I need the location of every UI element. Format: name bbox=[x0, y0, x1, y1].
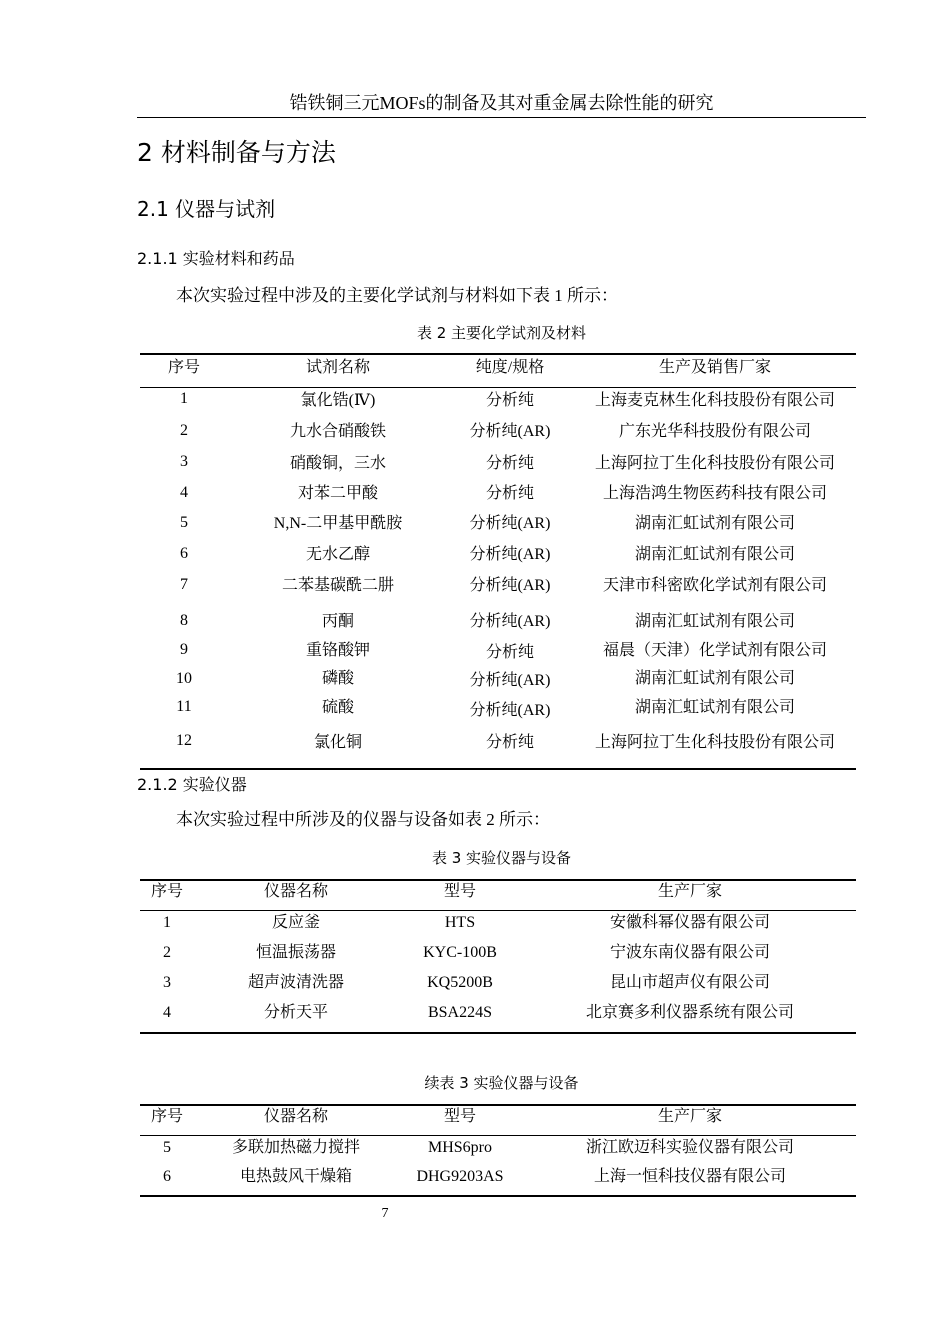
table3-bottom-rule bbox=[140, 1195, 856, 1197]
table-cell: 6 bbox=[163, 1168, 171, 1185]
table1-header-cell: 试剂名称 bbox=[305, 359, 370, 376]
table-cell: 宁波东南仪器有限公司 bbox=[609, 944, 770, 961]
table-cell: 上海麦克林生化科技股份有限公司 bbox=[594, 392, 835, 409]
table-cell: 湖南汇虹试剂有限公司 bbox=[634, 613, 795, 630]
table-cell: 2 bbox=[180, 422, 188, 439]
table2-header-cell: 序号 bbox=[150, 883, 183, 900]
table-cell: 5 bbox=[180, 514, 188, 531]
table3-header-cell: 序号 bbox=[150, 1108, 183, 1125]
table-cell: 3 bbox=[163, 974, 171, 991]
table3-top-rule bbox=[140, 1104, 856, 1106]
reagents-table bbox=[140, 353, 856, 773]
table-cell: 分析纯 bbox=[485, 485, 534, 502]
table-cell: 无水乙醇 bbox=[305, 546, 370, 563]
table-cell: 上海浩鸿生物医药科技有限公司 bbox=[602, 485, 827, 502]
table-cell: 3 bbox=[180, 453, 188, 470]
header-divider bbox=[137, 117, 866, 118]
table-cell: 二苯基碳酰二肼 bbox=[281, 577, 394, 594]
table1-top-rule bbox=[140, 353, 856, 355]
table-cell: N,N-二甲基甲酰胺 bbox=[273, 515, 403, 532]
table2-header-rule bbox=[140, 910, 856, 911]
table-cell: 多联加热磁力搅拌 bbox=[231, 1139, 360, 1156]
table-cell: 分析纯(AR) bbox=[469, 546, 551, 563]
table3-header-cell: 仪器名称 bbox=[263, 1108, 328, 1125]
table-cell: 分析纯(AR) bbox=[469, 702, 551, 719]
table-cell: 7 bbox=[180, 576, 188, 593]
table-cell: 湖南汇虹试剂有限公司 bbox=[634, 546, 795, 563]
table-cell: 电热鼓风干燥箱 bbox=[239, 1168, 352, 1185]
table3-caption: 续表 3 实验仪器与设备 bbox=[424, 1074, 579, 1092]
table-cell: 4 bbox=[163, 1004, 171, 1021]
table-cell: 磷酸 bbox=[321, 670, 354, 687]
table-cell: MHS6pro bbox=[427, 1139, 492, 1156]
table-cell: 上海一恒科技仪器有限公司 bbox=[593, 1168, 786, 1185]
section-heading-2-1-1: 2.1.1 实验材料和药品 bbox=[137, 249, 295, 268]
table-cell: 10 bbox=[176, 670, 192, 687]
table-cell: 湖南汇虹试剂有限公司 bbox=[634, 670, 795, 687]
paragraph-materials: 本次实验过程中涉及的主要化学试剂与材料如下表 1 所示： bbox=[176, 286, 618, 305]
table-cell: 氯化锆(Ⅳ) bbox=[300, 392, 376, 409]
table-cell: 分析纯 bbox=[485, 734, 534, 751]
table-cell: 上海阿拉丁生化科技股份有限公司 bbox=[594, 455, 835, 472]
table-cell: 9 bbox=[180, 641, 188, 658]
table2-header-cell: 生产厂家 bbox=[657, 883, 722, 900]
table-cell: DHG9203AS bbox=[416, 1168, 504, 1185]
table-cell: 对苯二甲酸 bbox=[297, 485, 378, 502]
page-number: 7 bbox=[381, 1206, 389, 1221]
instruments-table bbox=[140, 879, 856, 1039]
table-cell: 8 bbox=[180, 612, 188, 629]
table-cell: 丙酮 bbox=[321, 613, 354, 630]
section-heading-2-1-2: 2.1.2 实验仪器 bbox=[137, 775, 247, 794]
table3-header-cell: 生产厂家 bbox=[657, 1108, 722, 1125]
table-cell: 北京赛多利仪器系统有限公司 bbox=[585, 1004, 794, 1021]
table-cell: BSA224S bbox=[427, 1004, 493, 1021]
table2-top-rule bbox=[140, 879, 856, 881]
page-header: 锆铁铜三元MOFs的制备及其对重金属去除性能的研究 bbox=[289, 93, 714, 113]
table-cell: 12 bbox=[176, 732, 192, 749]
table2-caption: 表 3 实验仪器与设备 bbox=[431, 849, 572, 867]
table-cell: 硝酸铜，三水 bbox=[289, 455, 386, 472]
table-cell: 6 bbox=[180, 545, 188, 562]
table-cell: 1 bbox=[180, 390, 188, 407]
table-cell: 分析纯(AR) bbox=[469, 515, 551, 532]
paragraph-instruments: 本次实验过程中所涉及的仪器与设备如表 2 所示： bbox=[176, 810, 550, 829]
table-cell: 反应釜 bbox=[271, 914, 320, 931]
table-cell: 天津市科密欧化学试剂有限公司 bbox=[602, 577, 827, 594]
table-cell: 九水合硝酸铁 bbox=[289, 423, 386, 440]
table-cell: 湖南汇虹试剂有限公司 bbox=[634, 515, 795, 532]
table2-header-cell: 型号 bbox=[443, 883, 476, 900]
table-cell: 分析纯 bbox=[485, 392, 534, 409]
table-cell: 重铬酸钾 bbox=[305, 642, 370, 659]
table1-header-cell: 序号 bbox=[167, 359, 200, 376]
table2-bottom-rule bbox=[140, 1032, 856, 1034]
table1-bottom-rule bbox=[140, 768, 856, 770]
table-cell: 分析纯 bbox=[485, 644, 534, 661]
table-cell: 2 bbox=[163, 944, 171, 961]
table-cell: 恒温振荡器 bbox=[255, 944, 336, 961]
section-heading-2: 2 材料制备与方法 bbox=[137, 138, 336, 167]
table1-header-cell: 纯度/规格 bbox=[475, 359, 545, 376]
table-cell: HTS bbox=[444, 914, 476, 931]
table-cell: 超声波清洗器 bbox=[247, 974, 344, 991]
table-cell: 氯化铜 bbox=[313, 734, 362, 751]
table-cell: 分析纯(AR) bbox=[469, 672, 551, 689]
table-cell: 安徽科幂仪器有限公司 bbox=[609, 914, 770, 931]
table1-header-cell: 生产及销售厂家 bbox=[658, 359, 771, 376]
table-cell: 福晨（天津）化学试剂有限公司 bbox=[602, 642, 827, 659]
table-cell: 上海阿拉丁生化科技股份有限公司 bbox=[594, 734, 835, 751]
table-cell: 分析纯(AR) bbox=[469, 423, 551, 440]
table-cell: 4 bbox=[180, 484, 188, 501]
table-cell: 分析天平 bbox=[263, 1004, 328, 1021]
table-cell: 分析纯(AR) bbox=[469, 577, 551, 594]
table-cell: 1 bbox=[163, 914, 171, 931]
table1-header-rule bbox=[140, 387, 856, 388]
table-cell: 11 bbox=[176, 698, 192, 715]
instruments-table-continued bbox=[140, 1104, 856, 1200]
table3-header-rule bbox=[140, 1135, 856, 1136]
table3-header-cell: 型号 bbox=[443, 1108, 476, 1125]
table-cell: 分析纯 bbox=[485, 455, 534, 472]
table-cell: 广东光华科技股份有限公司 bbox=[618, 423, 811, 440]
table-cell: 浙江欧迈科实验仪器有限公司 bbox=[585, 1139, 794, 1156]
table-cell: KYC-100B bbox=[423, 944, 497, 961]
table-cell: 湖南汇虹试剂有限公司 bbox=[634, 699, 795, 716]
table-cell: KQ5200B bbox=[427, 974, 493, 991]
table-cell: 昆山市超声仪有限公司 bbox=[609, 974, 770, 991]
table1-caption: 表 2 主要化学试剂及材料 bbox=[416, 324, 587, 342]
table-cell: 分析纯(AR) bbox=[469, 613, 551, 630]
table-cell: 5 bbox=[163, 1139, 171, 1156]
section-heading-2-1: 2.1 仪器与试剂 bbox=[137, 197, 276, 221]
table-cell: 硫酸 bbox=[321, 699, 354, 716]
table2-header-cell: 仪器名称 bbox=[263, 883, 328, 900]
